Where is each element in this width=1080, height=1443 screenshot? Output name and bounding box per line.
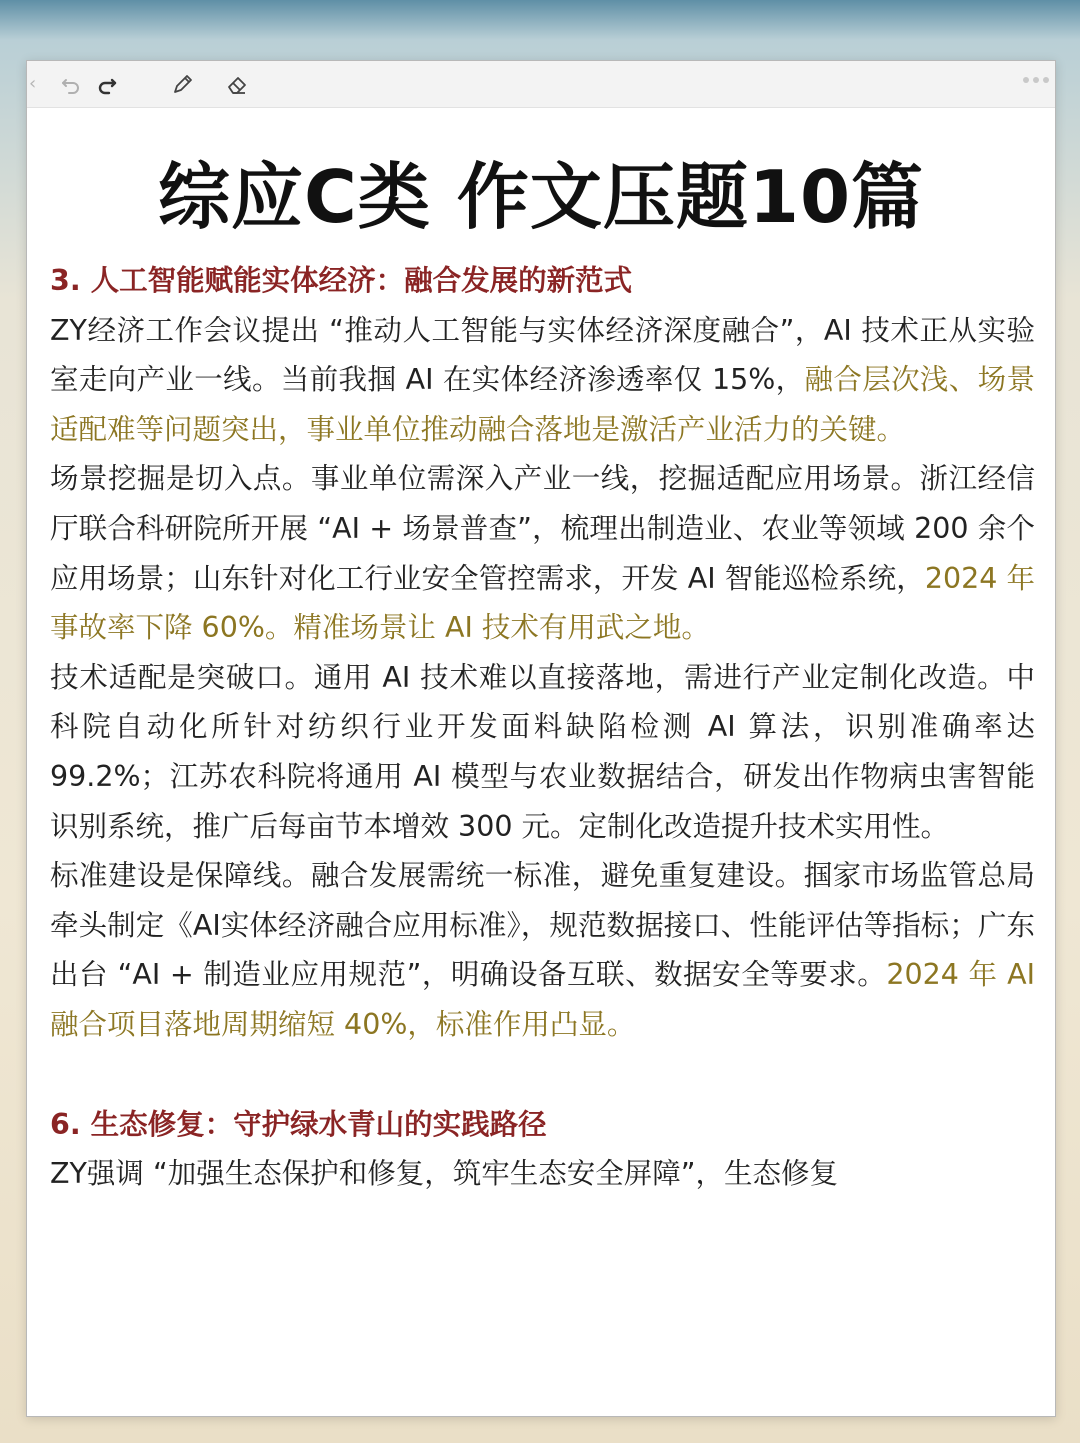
document-sheet <box>26 60 1056 1417</box>
text-run: 场景挖掘是切入点。事业单位需深入产业一线，挖掘适配应用场景。浙江经信厅联合科研院所开展 “AI + 场景普查”，梳理出制造业、农业等领域 200 余个应用场景；山东针对化工行业安全管控需求，开发 AI 智能巡检系统， <box>50 462 1035 595</box>
redo-button[interactable] <box>93 71 121 97</box>
highlight-text-run: 2024 年事故率下降 60%。精准场景让 AI 技术有用武之地。 <box>50 561 1035 645</box>
paragraph <box>50 851 1035 1049</box>
section-heading: 3. 人工智能赋能实体经济：融合发展的新范式 <box>50 264 633 297</box>
more-icon-dot <box>1033 77 1039 83</box>
paragraph <box>50 1149 1035 1199</box>
eraser-icon <box>225 72 249 96</box>
collapse-chevron-icon[interactable]: ‹ <box>29 73 37 94</box>
toolbar <box>27 61 1055 108</box>
paragraph <box>50 454 1035 652</box>
paragraph <box>50 653 1035 851</box>
text-run: 技术适配是突破口。通用 AI 技术难以直接落地，需进行产业定制化改造。中科院自动化所针对纺织行业开发面料缺陷检测 AI 算法，识别准确率达 99.2%；江苏农科院将通用 AI 模型与农业数据结合，研发出作物病虫害智能识别系统，推广后每亩节本增效 300 元。定制化改造提升技术实用性。 <box>50 660 1035 843</box>
document-body <box>50 256 1035 1199</box>
undo-icon <box>60 73 82 95</box>
section-spacer <box>50 1050 1035 1100</box>
highlight-text-run: 融合层次浅、场景适配难等问题突出，事业单位推动融合落地是激活产业活力的关键。 <box>50 363 1035 446</box>
section-heading: 6. 生态修复：守护绿水青山的实践路径 <box>50 1107 547 1141</box>
paragraph <box>50 306 1035 455</box>
redo-icon <box>96 73 118 95</box>
pen-icon <box>171 72 195 96</box>
text-run: ZY强调 “加强生态保护和修复，筑牢生态安全屏障”，生态修复 <box>50 1157 839 1191</box>
pen-tool-button[interactable] <box>169 71 197 97</box>
text-run: ZY经济工作会议提出 “推动人工智能与实体经济深度融合”，AI 技术正从实验室走向产业一线。当前我掴 AI 在实体经济渗透率仅 15%， <box>50 313 1035 397</box>
more-icon-dot <box>1023 77 1029 83</box>
undo-button[interactable] <box>57 71 85 97</box>
highlight-text-run: 2024 年 AI 融合项目落地周期缩短 40%，标准作用凸显。 <box>50 958 1035 1041</box>
page-title: 综应C类 作文压题10篇 <box>157 155 925 239</box>
more-menu-button[interactable] <box>1023 77 1049 83</box>
eraser-tool-button[interactable] <box>223 71 251 97</box>
more-icon-dot <box>1043 77 1049 83</box>
text-run: 标准建设是保障线。融合发展需统一标准，避免重复建设。掴家市场监管总局牵头制定《AI实体经济融合应用标准》，规范数据接口、性能评估等指标；广东出台 “AI + 制造业应用规范”，明确设备互联、数据安全等要求。 <box>50 859 1035 992</box>
